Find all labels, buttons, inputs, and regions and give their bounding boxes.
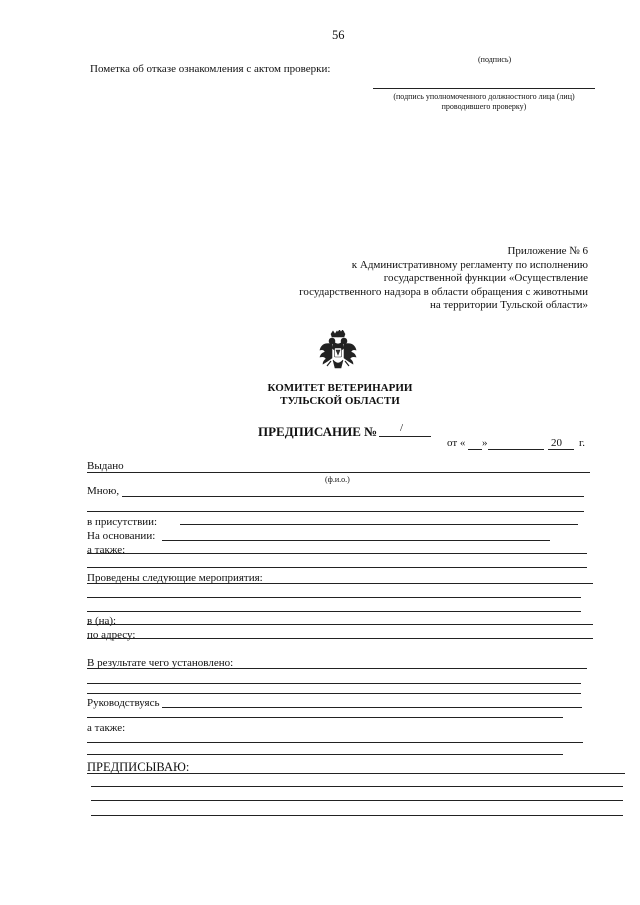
refusal-label: Пометка об отказе ознакомления с актом проверки: [90, 63, 331, 75]
issued-label: Выдано [87, 460, 124, 472]
page-number: 56 [332, 28, 345, 42]
appendix-line: государственной функции «Осуществление [383, 272, 588, 284]
guided-line [162, 707, 582, 708]
date-year-prefix: 20 [551, 437, 562, 449]
signature-caption-line1: (подпись уполномоченного должностного лица (лиц) [393, 92, 575, 101]
committee-line1: КОМИТЕТ ВЕТЕРИНАРИИ [267, 382, 413, 394]
also2-line-2 [87, 754, 563, 755]
prescribe-label: ПРЕДПИСЫВАЮ: [87, 760, 190, 774]
date-month-line [488, 449, 544, 450]
address-label: по адресу: [87, 629, 136, 641]
basis-line [162, 540, 550, 541]
in-line [87, 624, 593, 625]
date-year-line [548, 449, 574, 450]
guided-line-2 [87, 717, 563, 718]
also2-label: а также: [87, 722, 126, 734]
result-line [87, 668, 587, 669]
measures-line [87, 583, 593, 584]
basis-label: На основании: [87, 530, 156, 542]
also-line-2 [87, 567, 587, 568]
issued-line [87, 472, 590, 473]
document-title: ПРЕДПИСАНИЕ № [258, 424, 378, 439]
signature-caption-top: (подпись) [478, 55, 512, 64]
by-me-line-2 [87, 511, 584, 512]
appendix-line: государственного надзора в области обращения с животными [299, 285, 588, 298]
fio-caption: (ф.и.о.) [325, 475, 350, 484]
also2-line [87, 742, 583, 743]
prescription-number-separator: / [400, 422, 404, 434]
prescribe-line [87, 773, 625, 774]
also-line [87, 553, 587, 554]
measures-line-3 [87, 611, 581, 612]
prescription-number-line [379, 436, 431, 437]
result-label: В результате чего установлено: [87, 657, 234, 669]
date-day-line [468, 449, 482, 450]
prescribe-line-4 [91, 815, 623, 816]
result-line-2 [87, 683, 581, 684]
signature-caption-line2: проводившего проверку) [441, 102, 527, 111]
address-line [87, 638, 593, 639]
committee-line2: ТУЛЬСКОЙ ОБЛАСТИ [280, 395, 400, 407]
result-line-3 [87, 693, 581, 694]
in-label: в (на): [87, 615, 117, 627]
date-prefix: от « [447, 437, 466, 449]
appendix-line: Приложение № 6 [507, 245, 588, 257]
by-me-label: Мною, [87, 485, 120, 497]
prescribe-line-2 [91, 786, 623, 787]
measures-label: Проведены следующие мероприятия: [87, 572, 263, 584]
guided-label: Руководствуясь [87, 697, 160, 709]
coat-of-arms-icon [318, 330, 358, 374]
date-suffix: » [482, 437, 488, 449]
by-me-line [122, 496, 584, 497]
date-year-suffix: г. [579, 437, 586, 449]
prescribe-line-3 [91, 800, 623, 801]
appendix-line: на территории Тульской области» [429, 299, 588, 311]
appendix-line: к Административному регламенту по исполнению [351, 258, 588, 271]
signature-line [373, 88, 595, 89]
presence-label: в присутствии: [87, 516, 158, 528]
also-label: а также: [87, 544, 126, 556]
presence-line [180, 524, 578, 525]
appendix-block [299, 245, 588, 313]
measures-line-2 [87, 597, 581, 598]
